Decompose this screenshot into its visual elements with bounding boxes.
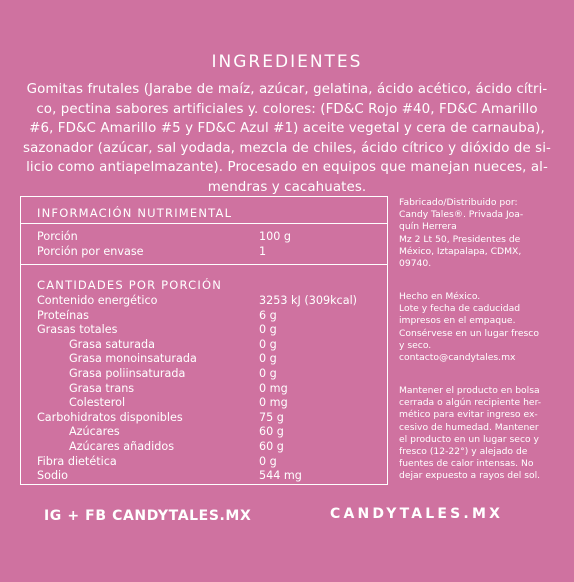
nutrition-heading: INFORMACIÓN NUTRIMENTAL	[37, 206, 233, 220]
ingredients-line: licio como antiapelmazante). Procesado en equipos que manejan nueces, al-	[26, 160, 548, 175]
origin-line: Hecho en México.	[399, 291, 481, 302]
storage-line: mético para evitar ingreso ex-	[399, 409, 538, 421]
nutrition-table	[20, 196, 388, 485]
amounts-heading: CANTIDADES POR PORCIÓN	[37, 278, 223, 292]
nutrient-value: 0 g	[259, 367, 277, 380]
divider	[21, 264, 387, 265]
nutrient-row	[37, 454, 377, 469]
storage-info	[399, 385, 559, 483]
nutrient-value: 0 g	[259, 454, 277, 468]
nutrient-value: 60 g	[259, 425, 284, 439]
nutrient-row	[37, 381, 377, 396]
storage-line: fuentes de calor intensas. No	[399, 458, 534, 470]
manufacturer-line: quín Herrera	[399, 221, 457, 233]
nutrient-value: 0 g	[259, 337, 277, 351]
ingredients-line: sazonador (azúcar, sal yodada, mezcla de chiles, ácido cítrico y dióxido de si-	[23, 140, 551, 156]
website-url: CANDYTALES.MX	[330, 506, 504, 522]
nutrient-label: Fibra dietética	[37, 454, 117, 468]
manufacturer-line: Candy Tales®. Privada Joa-	[399, 209, 524, 221]
portion-value: 100 g	[259, 230, 292, 243]
nutrient-label: Grasa trans	[69, 381, 135, 395]
storage-line: cerrada o algún recipiente her-	[399, 397, 542, 409]
nutrient-value: 75 g	[259, 410, 284, 424]
origin-line: y seco.	[399, 339, 432, 351]
storage-line: dejar expuesto a rayos del sol.	[399, 470, 541, 482]
nutrient-label: Grasas totales	[37, 323, 118, 337]
divider	[21, 223, 387, 224]
nutrient-label: Sodio	[37, 469, 69, 483]
per-package-label: Porción por envase	[37, 245, 144, 258]
manufacturer-line: 09740.	[399, 258, 432, 270]
nutrient-value: 3253 kJ (309kcal)	[259, 294, 358, 307]
ingredients-line: co, pectina sabores artificiales y. colores: (FD&C Rojo #40, FD&C Amarillo	[36, 101, 538, 117]
nutrient-value: 60 g	[259, 440, 284, 453]
ingredients-title: INGREDIENTES	[211, 52, 363, 72]
contact-email: contacto@candytales.mx	[399, 352, 516, 364]
origin-line: Consérvese en un lugar fresco	[399, 327, 539, 339]
origin-info	[399, 291, 559, 364]
nutrient-label: Colesterol	[69, 396, 126, 410]
nutrient-value: 0 g	[259, 352, 277, 366]
storage-line: fresco (12-22°) y alejado de	[399, 446, 528, 458]
nutrient-label: Azúcares añadidos	[69, 440, 175, 453]
nutrient-value: 544 mg	[259, 469, 302, 483]
manufacturer-line: Fabricado/Distribuido por:	[399, 197, 518, 208]
origin-line: Lote y fecha de caducidad	[399, 303, 521, 315]
nutrient-row	[37, 410, 377, 425]
storage-line: Mantener el producto en bolsa	[399, 385, 540, 396]
nutrient-value: 0 mg	[259, 381, 288, 395]
nutrient-value: 0 mg	[259, 396, 288, 410]
nutrient-label: Grasa poliinsaturada	[69, 367, 186, 380]
nutrient-label: Azúcares	[69, 425, 120, 439]
nutrient-row	[37, 322, 377, 337]
nutrient-label: Contenido energético	[37, 294, 158, 307]
nutrient-row	[37, 468, 377, 483]
nutrient-row	[37, 424, 377, 439]
manufacturer-line: México, Iztapalapa, CDMX,	[399, 245, 522, 257]
ingredients-line: Gomitas frutales (Jarabe de maíz, azúcar, gelatina, ácido acético, ácido cítri-	[26, 82, 548, 97]
nutrient-row	[37, 308, 377, 323]
nutrient-label: Carbohidratos disponibles	[37, 410, 183, 424]
nutrient-value: 0 g	[259, 323, 277, 337]
ingredients-line: #6, FD&C Amarillo #5 y FD&C Azul #1) aceite vegetal y cera de carnauba),	[29, 121, 545, 136]
nutrient-row	[37, 293, 377, 308]
per-package-value: 1	[259, 245, 267, 258]
nutrient-row	[37, 351, 377, 366]
nutrient-row	[37, 439, 377, 454]
nutrient-row	[37, 366, 377, 381]
nutrient-value: 6 g	[259, 308, 277, 322]
ingredients-text	[20, 80, 554, 197]
portion-row	[37, 229, 377, 244]
portion-label: Porción	[37, 230, 78, 243]
nutrient-label: Grasa saturada	[69, 337, 155, 351]
origin-line: impresos en el empaque.	[399, 315, 516, 327]
nutrient-label: Proteínas	[37, 308, 89, 322]
storage-line: cesivo de humedad. Mantener	[399, 421, 539, 433]
storage-line: el producto en un lugar seco y	[399, 433, 539, 445]
per-package-row	[37, 244, 377, 259]
ingredients-line: mendras y cacahuates.	[207, 179, 367, 195]
social-handle: IG + FB CANDYTALES.MX	[44, 508, 252, 524]
nutrient-row	[37, 395, 377, 410]
nutrient-row	[37, 337, 377, 352]
manufacturer-line: Mz 2 Lt 50, Presidentes de	[399, 233, 521, 245]
manufacturer-info	[399, 197, 559, 270]
nutrient-label: Grasa monoinsaturada	[69, 352, 197, 366]
